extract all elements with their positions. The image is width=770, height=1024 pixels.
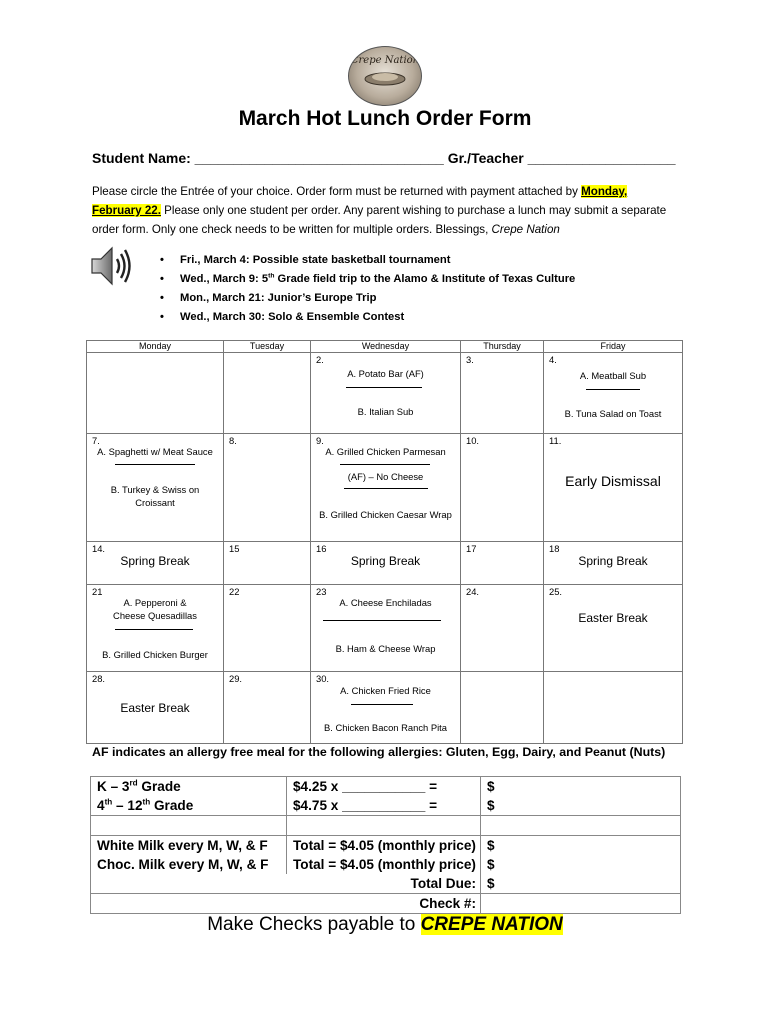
event-item: • Wed., March 30: Solo & Ensemble Contest	[160, 308, 575, 327]
calendar-cell: 16 Spring Break	[311, 542, 461, 585]
grade-label: 4th – 12th Grade	[91, 796, 287, 816]
entree-option[interactable]: B. Grilled Chicken Burger	[102, 649, 208, 660]
price-row-412	[91, 796, 681, 816]
calendar-cell: 2. A. Potato Bar (AF) B. Italian Sub	[311, 353, 461, 434]
calendar-week-row	[87, 585, 683, 672]
amount-field[interactable]: $	[481, 777, 681, 797]
calendar-cell-empty	[87, 353, 224, 434]
student-name-teacher-line[interactable]: Student Name: ________________________________ Gr./Teacher ___________________	[92, 150, 676, 166]
calendar-cell: 23 A. Cheese Enchiladas B. Ham & Cheese Wrap	[311, 585, 461, 672]
calendar-header-row	[87, 341, 683, 353]
grade-label: K – 3rd Grade	[91, 777, 287, 797]
calendar-cell-empty	[544, 672, 683, 744]
instructions-text-2: Please only one student per order. Any parent wishing to purchase a lunch may submit a separate order form. Only one check needs to be written for multiple orders. Blessings,	[92, 204, 667, 236]
entree-option-note: (AF) – No Cheese	[347, 471, 424, 482]
calendar-cell-empty	[461, 672, 544, 744]
price-row-choc-milk	[91, 855, 681, 874]
price-row-white-milk	[91, 836, 681, 856]
page-title: March Hot Lunch Order Form	[238, 107, 532, 130]
day-note: Early Dismissal	[565, 473, 661, 489]
amount-field[interactable]: $	[481, 855, 681, 874]
entree-option[interactable]: B. Italian Sub	[357, 406, 414, 417]
footer-brand: CREPE NATION	[420, 914, 563, 935]
calendar-cell: 11. Early Dismissal	[544, 434, 683, 542]
calendar-cell: 9. A. Grilled Chicken Parmesan (AF) – No Cheese B. Grilled Chicken Caesar Wrap	[311, 434, 461, 542]
calendar-week-row	[87, 353, 683, 434]
instructions-text-1b: . Order form must be returned with payment attached by	[289, 185, 582, 198]
day-note: Spring Break	[578, 554, 648, 568]
instructions-paragraph	[92, 182, 682, 239]
entree-option[interactable]: A. Pepperoni &	[123, 597, 187, 608]
entree-option[interactable]: A. Cheese Enchiladas	[339, 597, 432, 608]
price-row-k3	[91, 777, 681, 797]
logo-text: Crepe Nation	[350, 55, 420, 66]
event-item: • Mon., March 21: Junior’s Europe Trip	[160, 289, 575, 308]
milk-label: White Milk every M, W, & F	[91, 836, 287, 856]
entree-option[interactable]: A. Grilled Chicken Parmesan	[325, 446, 446, 457]
payable-to-footer	[0, 914, 770, 936]
entree-option[interactable]: A. Potato Bar (AF)	[347, 368, 424, 379]
day-header: Monday	[87, 341, 224, 353]
event-item: • Wed., March 9: 5th Grade field trip to the Alamo & Institute of Texas Culture	[160, 270, 575, 289]
calendar-cell: 14. Spring Break	[87, 542, 224, 585]
total-due-field[interactable]: $	[481, 874, 681, 894]
calendar-week-row	[87, 434, 683, 542]
event-list	[160, 251, 575, 327]
entree-option[interactable]: B. Ham & Cheese Wrap	[335, 643, 436, 654]
spacer-row	[91, 816, 681, 836]
entree-option[interactable]: B. Grilled Chicken Caesar Wrap	[319, 509, 452, 520]
entree-option-cont[interactable]: Cheese Quesadillas	[113, 610, 197, 621]
day-note: Spring Break	[120, 554, 190, 568]
calendar-week-row	[87, 672, 683, 744]
calendar-cell: 7. A. Spaghetti w/ Meat Sauce B. Turkey & Swiss on Croissant	[87, 434, 224, 542]
calendar-cell: 15	[224, 542, 311, 585]
lunch-calendar	[86, 340, 683, 744]
calendar-cell: 10.	[461, 434, 544, 542]
instructions-text-1: Please circle the Entrée of your choice	[92, 185, 290, 198]
calendar-cell-empty	[224, 353, 311, 434]
day-header: Tuesday	[224, 341, 311, 353]
calendar-week-row	[87, 542, 683, 585]
amount-field[interactable]: $	[481, 836, 681, 856]
entree-option[interactable]: A. Spaghetti w/ Meat Sauce	[97, 446, 213, 457]
event-item: • Fri., March 4: Possible state basketball tournament	[160, 251, 575, 270]
calendar-cell: 4. A. Meatball Sub B. Tuna Salad on Toast	[544, 353, 683, 434]
calendar-cell: 21 A. Pepperoni & Cheese Quesadillas B. Grilled Chicken Burger	[87, 585, 224, 672]
milk-price: Total = $4.05 (monthly price)	[287, 836, 481, 856]
day-header: Wednesday	[311, 341, 461, 353]
day-note: Easter Break	[578, 611, 648, 625]
day-header: Friday	[544, 341, 683, 353]
day-header: Thursday	[461, 341, 544, 353]
allergy-note: AF indicates an allergy free meal for the following allergies: Gluten, Egg, Dairy, and Peanut (Nuts)	[92, 745, 666, 759]
entree-option-cont[interactable]: Croissant	[135, 497, 175, 508]
check-number-field[interactable]	[481, 894, 681, 914]
total-due-label: Total Due:	[287, 874, 481, 894]
milk-label: Choc. Milk every M, W, & F	[91, 855, 287, 874]
instructions-signature: Crepe Nation	[491, 223, 560, 236]
entree-option[interactable]: B. Tuna Salad on Toast	[564, 408, 662, 419]
pricing-table	[90, 776, 681, 914]
calendar-cell: 22	[224, 585, 311, 672]
calendar-cell: 29.	[224, 672, 311, 744]
price-quantity-field[interactable]: $4.75 x ___________ =	[287, 796, 481, 816]
speaker-icon	[90, 244, 134, 288]
crepe-plate-icon	[363, 69, 407, 87]
check-number-label: Check #:	[287, 894, 481, 914]
calendar-cell: 8.	[224, 434, 311, 542]
calendar-cell: 18 Spring Break	[544, 542, 683, 585]
calendar-cell: 17	[461, 542, 544, 585]
calendar-cell: 3.	[461, 353, 544, 434]
deadline-highlight-2: February 22.	[92, 204, 161, 217]
deadline-highlight-1: Monday,	[581, 185, 628, 198]
calendar-cell: 30. A. Chicken Fried Rice B. Chicken Bacon Ranch Pita	[311, 672, 461, 744]
footer-text: Make Checks payable to	[207, 914, 421, 935]
entree-option[interactable]: A. Meatball Sub	[579, 370, 647, 381]
calendar-cell: 25. Easter Break	[544, 585, 683, 672]
check-number-row	[91, 894, 681, 914]
price-quantity-field[interactable]: $4.25 x ___________ =	[287, 777, 481, 797]
entree-option[interactable]: A. Chicken Fried Rice	[340, 685, 431, 696]
crepe-nation-logo	[348, 46, 422, 106]
entree-option[interactable]: B. Chicken Bacon Ranch Pita	[324, 722, 447, 733]
total-due-row	[91, 874, 681, 894]
calendar-cell: 24.	[461, 585, 544, 672]
entree-option[interactable]: B. Turkey & Swiss on	[110, 484, 200, 495]
day-note: Spring Break	[350, 554, 421, 568]
day-note: Easter Break	[120, 701, 190, 715]
amount-field[interactable]: $	[481, 796, 681, 816]
milk-price: Total = $4.05 (monthly price)	[287, 855, 481, 874]
calendar-cell: 28. Easter Break	[87, 672, 224, 744]
